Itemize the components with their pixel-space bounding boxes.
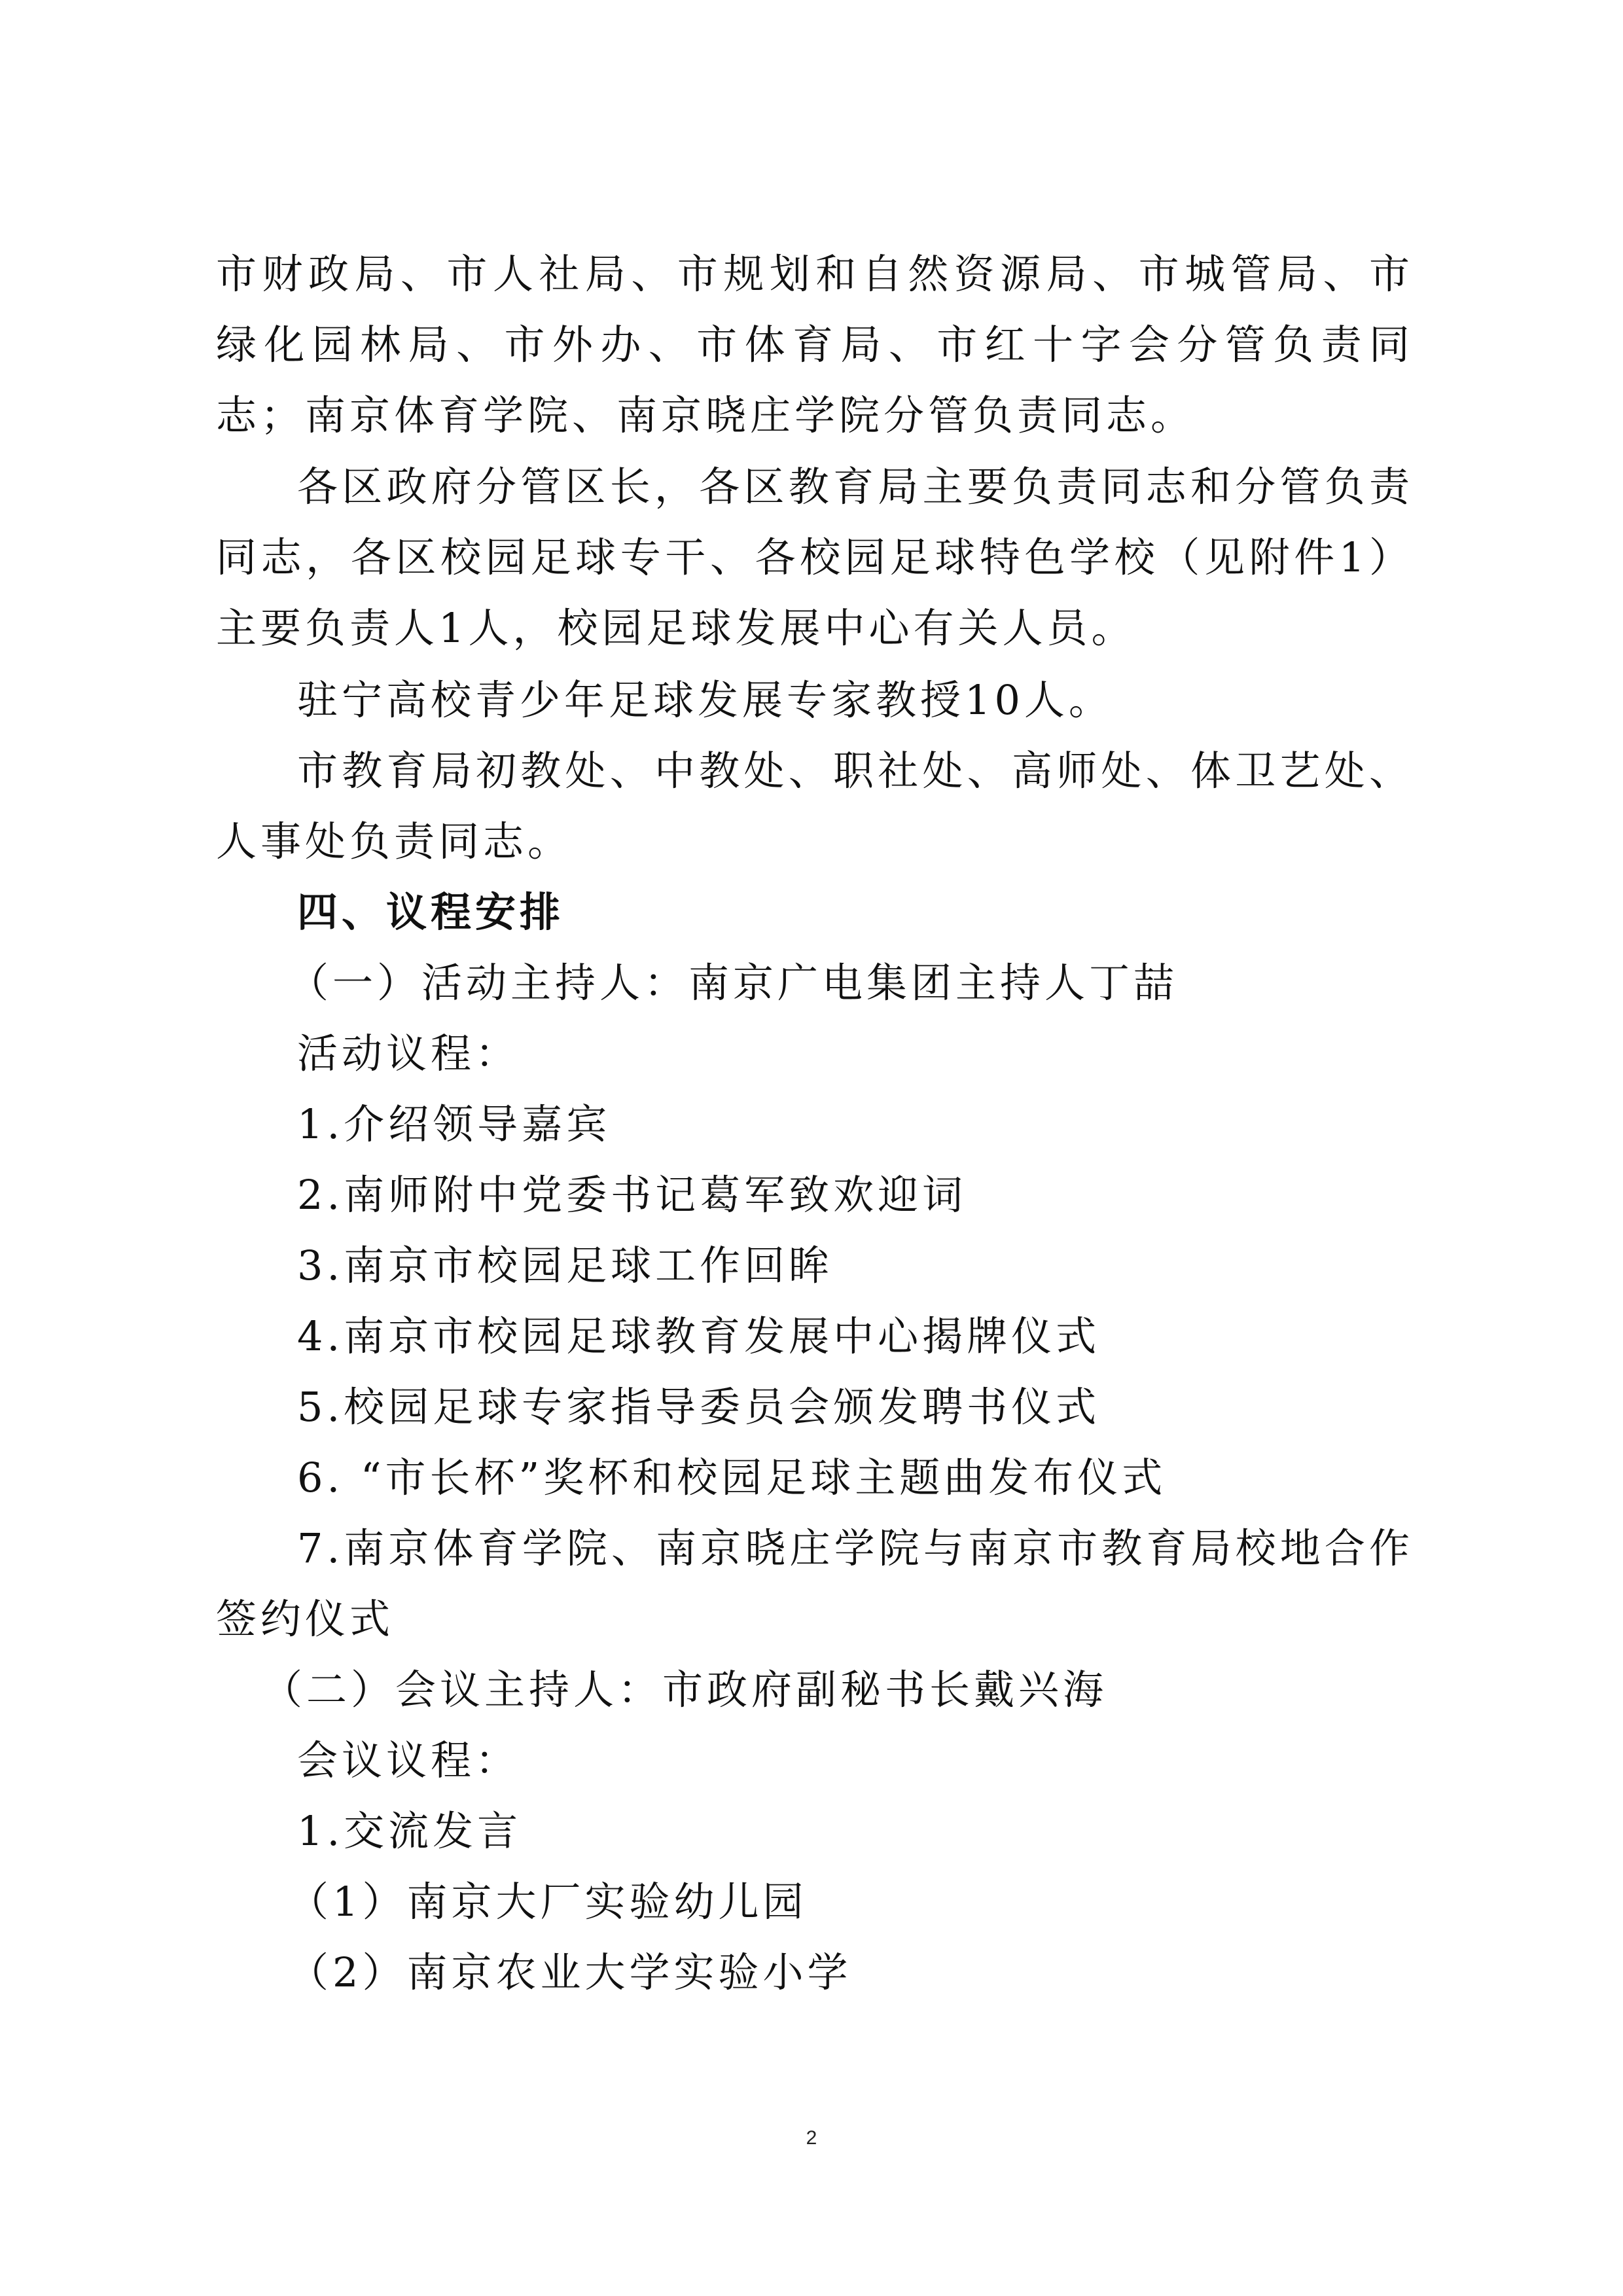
meeting-host-line: （二）会议主持人：市政府副秘书长戴兴海 [262, 1666, 1108, 1713]
agenda-item: 1.介绍领导嘉宾 [297, 1100, 611, 1148]
agenda-item: 2.南师附中党委书记葛军致欢迎词 [297, 1171, 967, 1219]
paragraph-district-participants: 各区政府分管区长，各区教育局主要负责同志和分管负责同志，各区校园足球专干、各校园足球特色学校（见附件1）主要负责人1人，校园足球发展中心有关人员。 [216, 463, 1414, 652]
agenda-item: 3.南京市校园足球工作回眸 [297, 1242, 834, 1289]
agenda-item: 4.南京市校园足球教育发展中心揭牌仪式 [297, 1312, 1101, 1360]
page-number: 2 [806, 2127, 817, 2149]
meeting-item: （1）南京大厂实验幼儿园 [288, 1878, 808, 1926]
activity-host-line: （一）活动主持人：南京广电集团主持人丁喆 [288, 959, 1179, 1007]
meeting-agenda-label: 会议议程： [297, 1736, 520, 1784]
section-heading-agenda: 四、议程安排 [297, 888, 565, 936]
activity-agenda-label: 活动议程： [297, 1030, 520, 1077]
paragraph-bureau-participants: 市教育局初教处、中教处、职社处、高师处、体卫艺处、人事处负责同志。 [216, 747, 1414, 865]
meeting-item: （2）南京农业大学实验小学 [288, 1948, 852, 1996]
agenda-item: 7.南京体育学院、南京晓庄学院与南京市教育局校地合作签约仪式 [216, 1524, 1414, 1643]
paragraph-expert-participants: 驻宁高校青少年足球发展专家教授10人。 [297, 676, 1113, 724]
agenda-item: 5.校园足球专家指导委员会颁发聘书仪式 [297, 1383, 1101, 1431]
paragraph-participants-continued: 市财政局、市人社局、市规划和自然资源局、市城管局、市绿化园林局、市外办、市体育局、市红十字会分管负责同志；南京体育学院、南京晓庄学院分管负责同志。 [216, 250, 1414, 439]
agenda-item: 6. “市长杯”奖杯和校园足球主题曲发布仪式 [297, 1454, 1167, 1501]
meeting-item: 1.交流发言 [297, 1807, 522, 1855]
